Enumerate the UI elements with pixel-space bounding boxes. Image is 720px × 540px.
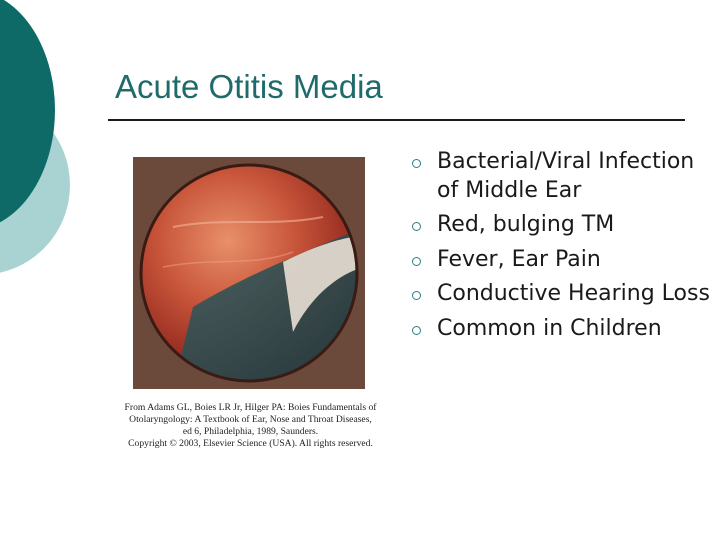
hollow-circle-bullet-icon — [412, 257, 421, 266]
bullet-item — [412, 211, 712, 240]
otoscope-photo — [133, 157, 365, 389]
slide-title: Acute Otitis Media — [115, 68, 383, 105]
bullet-item — [412, 315, 712, 344]
bullet-list — [412, 148, 712, 343]
bullet-item — [412, 148, 712, 205]
bullet-text: Conductive Hearing Loss — [437, 281, 710, 306]
bullet-item — [412, 246, 712, 275]
title-underline — [108, 119, 685, 121]
hollow-circle-bullet-icon — [412, 222, 421, 231]
hollow-circle-bullet-icon — [412, 326, 421, 335]
caption-line: From Adams GL, Boies LR Jr, Hilger PA: Boies Fundamentals of — [124, 402, 377, 413]
hollow-circle-bullet-icon — [412, 159, 421, 168]
hollow-circle-bullet-icon — [412, 291, 421, 300]
figure-caption — [108, 402, 393, 450]
caption-line: Otolaryngology: A Textbook of Ear, Nose and Throat Diseases, — [129, 414, 372, 425]
bullet-text: Fever, Ear Pain — [437, 246, 601, 272]
bullet-text: Bacterial/Viral Infection of Middle Ear — [437, 149, 695, 203]
caption-line: ed 6, Philadelphia, 1989, Saunders. — [182, 426, 319, 437]
caption-line: Copyright © 2003, Elsevier Science (USA). All rights reserved. — [128, 438, 373, 449]
bullet-text: Red, bulging TM — [437, 212, 615, 237]
bullet-text: Common in Children — [437, 315, 662, 341]
bullet-item — [412, 280, 712, 309]
figure — [108, 155, 393, 455]
decorative-circles — [0, 0, 120, 300]
